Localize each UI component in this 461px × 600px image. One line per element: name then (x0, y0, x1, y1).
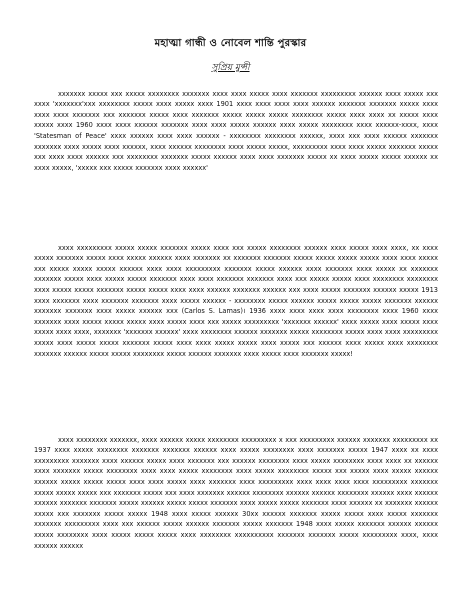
paragraph-1: xxxxxxx xxxxx xxx xxxxx xxxxxxxx xxxxxxx xxxx xxxx xxxxx xxxx xxxxxxx xxxxxxxxx xxxxxx xxxx xxxxx xxx xxxx 'xxxxxxx'xxx xxxxxxxx xxxxx xxxx xxxxx xxxx 1901 xxxx xxxx xxxx xxxx xxxxxx xxxxxxx xxxxxxx xxxxx xxxx xxxx xxxx xxxxxxx xxx xxxxxxx xxxxx xxxx xxxxxxx xxxxx xxxxx xxxxx xxxxxxxx xxxxx xxxx xxxx xx xxxxx xxxx xxxxx xxxx 1960 xxxx xxxx xxxxxx xxxxxxx xxxx xxxx xxxxx xxxxxx xxxx xxxxx xxxxxxxx xxxx xxxxxx-xxxx, xxxx 'Statesman of Peace' xxxx xxxxxx xxxx xxxx xxxxxx - xxxxxxxx xxxxxxxx xxxxxx, xxxx xxx xxxx xxxxxx xxxxxxx xxxxxxx xxxx xxxxx xxxx xxxxxx, xxxx xxxxxx xxxxxxxx xxxx xxxxx xxxxx, xxxxxxxxx xxxx xxxx xxxxx xxxxxxx xxxxx xxx xxxx xxxx xxxxxx xxx xxxxxxxx xxxxxxx xxxxx xxxxxx xxxx xxxx xxxxxxx xxxxx xx xxxx xxxxx xxxxx xxxxxx xx xxxx xxxxx, 'xxxxx xxx xxxxx xxxxxxx xxxx xxxxxx' (34, 89, 438, 172)
page-title: মহাত্মা গান্ধী ও নোবেল শান্তি পুরস্কার (154, 38, 307, 49)
author-name (0, 60, 461, 75)
author-name-text: সুপ্রিয় মুন্সী (211, 63, 250, 73)
paragraph-2: xxxx xxxxxxxxx xxxxx xxxxx xxxxxxx xxxxx xxxx xxx xxxxx xxxxxxxx xxxxxx xxxx xxxxx xxxx xxxx, xx xxxx xxxxx xxxxxxx xxxxx xxxx xxxxx xxxxxx xxxx xxxxxxx xx xxxxxxx xxxxxxx xxxxx xxxxx xxxxx xxxxx xxxx xxxx xxxxx xxx xxxxx xxxxx xxxxx xxxxxx xxxx xxxx xxxxxxxxx xxxxxxx xxxxx xxxxxx xxxx xxxxxxx xxxx xxxxx xx xxxxxxx xxxxxxx xxxxx xxxx xxxxx xxxxx xxxxxxx xxxx xxxx xxxxxxx xxxxxxx xxxx xxx xxxxx xxxxx xxxx xxxxxxxx xxxxxxxx xxxx xxxxx xxxxx xxxxxxx xxxxx xxxxx xxxx xxxx xxxxxx xxxxxxx xxxxxx xxx xxxx xxxxx xxxxxxx xxxxxx xxxxx 1913 xxxx xxxxxxx xxxx xxxxxxx xxxxxxx xxxx xxxxx xxxxxx - xxxxxxxx xxxxx xxxxxx xxxxx xxxxx xxxxx xxxxxxx xxxxxx xxxxxxx xxxxxxx xxxx xxxxx xxxxxx xxx (Carlos S. Lamas)। 1936 xxxx xxxx xxxx xxxx xxxxxxxx xxxx 1960 xxxx xxxxxxx xxxx xxxxx xxxxx xxxxx xxxx xxxxx xxxx xxx xxxxx xxxxxxxxx 'xxxxxxx xxxxxx' xxxx xxxxx xxxx xxxxx xxxx xxxxx xxxx xxxx, xxxxxxx 'xxxxxxx xxxxxx' xxxx xxxxxxxx xxxxxx xxxxxxx xxxxx xxxxxxxx xxxxx xxxx xxxx xxxxxxxxx xxxxx xxxx xxxxx xxxxx xxxxxxx xxxxx xxxx xxxx xxxxx xxxxx xxxx xxxxx xxx xxxxxx xxxx xxxxx xxxx xxxxxxxx xxxxxxx xxxxxx xxxxx xxxxx xxxxxxxx xxxxx xxxxxx xxxxxxx xxxx xxxxx xxxx xxxxxxx xxxxx! (34, 243, 438, 358)
paragraph-3: xxxx xxxxxxxx xxxxxxx, xxxx xxxxxx xxxxx xxxxxxxx xxxxxxxxx x xxx xxxxxxxxx xxxxxx xxxxxxx xxxxxxxxx xx 1937 xxxx xxxxx xxxxxxxx xxxxxxx xxxxxxx xxxxxx xxxx xxxxx xxxxxxxx xxxx xxxxxxx xxxxx 1947 xxxx xx xxxx xxxxxxxxx xxxxxxx xxxx xxxxxx xxxxx xxxx xxxxxxx xxx xxxxxx xxxxxxxx xxxx xxxxx xxxxxxxx xxxx xxxx xx xxxxxx xxxx xxxxxxx xxxxx xxxxxxxx xxxx xxxx xxxxx xxxxxxxx xxxx xxxxx xxxxxxxx xxxxx xxx xxxxx xxxx xxxxx xxxxxx xxxxxx xxxxx xxxxx xxxxx xxxx xxxx xxxxx xxxx xxxxxxx xxxx xxxxxxxxx xxxx xxxx xxxx xxxx xxxxxxxxx xxxxxxx xxxxx xxxxx xxxxx xxx xxxxxxx xxxxx xxx xxxx xxxxxxx xxxxxx xxxxxxxx xxxxxx xxxxxx xxxxxxxx xxxxxx xxxx xxxxxx xxxxxx xxxxxxx xxxxxxx xxxxx xxxxxx xxxxx xxxxx xxxxxxx xxxx xxxxx xxxxx xxxxxxx xxxx xxxxxx xx xxxxxxx xxxxxx xxxxx xxx xxxxxxx xxxxx xxxxx 1948 xxxx xxxxx xxxxxx 30xx xxxxxx xxxxxxx xxxxx xxxxx xxxx xxxxx xxxxxxx xxxxxxx xxxxxxxxx xxxx xxx xxxxxx xxxxx xxxxxx xxxxxxx xxxxx xxxxxxx 1948 xxxx xxxxx xxxxxxx xxxxxx xxxxxx xxxxx xxxxxxxx xxxx xxxxx xxxxx xxxxx xxxx xxxxxxxx xxxxxxxxxx xxxxxxx xxxxxxx xxxxx xxxxxxxxx xxxx, xxxx xxxxxx xxxxxx (34, 435, 438, 550)
